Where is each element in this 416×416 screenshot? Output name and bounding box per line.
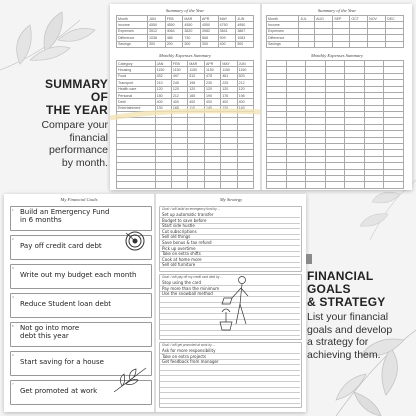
summary-cell: APR xyxy=(201,16,219,22)
goal-text-line: Start saving for a house xyxy=(20,358,104,366)
summary-cell: 1083 xyxy=(236,35,254,41)
goals-callout-body-line: goals and develop xyxy=(307,323,393,336)
expense-empty-cell xyxy=(267,182,287,188)
summary-cell: 300 xyxy=(148,41,166,47)
expense-row-label: Transport xyxy=(117,80,156,86)
summary-cell: 568 xyxy=(201,35,219,41)
summary-row-label: Expenses xyxy=(267,28,299,34)
summary-left-page xyxy=(110,4,260,190)
strategy-block-heading: Goal: I will pay off my credit card debt by ... xyxy=(162,275,223,279)
goals-callout-body xyxy=(307,311,415,361)
expense-empty-cell xyxy=(325,182,345,188)
expense-empty-cell xyxy=(384,182,404,188)
expense-row-label: Health care xyxy=(117,86,156,92)
goals-callout-title xyxy=(307,270,415,309)
summary-cell: 3982 xyxy=(201,28,219,34)
expense-cell: 212 xyxy=(237,80,253,86)
summary-cell: 3512 xyxy=(148,28,166,34)
summary-cell: 300 xyxy=(201,41,219,47)
expense-row-label: Entertainment xyxy=(117,105,156,111)
strategy-line[interactable]: Save bonus & tax refund xyxy=(162,240,212,245)
summary-row-label: Expenses xyxy=(117,28,148,34)
strategy-rule-line xyxy=(160,267,300,268)
expense-cell: 230 xyxy=(204,80,220,86)
summary-row-right xyxy=(267,41,404,47)
strategy-line[interactable]: Take on extra projects xyxy=(162,353,207,359)
summary-cell xyxy=(315,41,333,47)
expense-empty-cell xyxy=(188,182,205,188)
target-arrow-icon xyxy=(124,230,146,252)
goal-number: 7 xyxy=(12,382,14,386)
summary-callout-title-line-2: THE YEAR xyxy=(45,103,108,117)
expense-cell: 120 xyxy=(204,86,220,92)
summary-row-label: Savings xyxy=(117,41,148,47)
expense-header-label: Category xyxy=(117,60,156,66)
strategy-rule-line xyxy=(160,381,300,382)
goal-number: 3 xyxy=(12,266,14,270)
summary-callout-body xyxy=(30,119,108,169)
strategy-line[interactable]: Pick up overtime xyxy=(162,245,196,251)
strategy-line[interactable]: Stop using the card xyxy=(162,280,202,285)
summary-callout-title xyxy=(30,78,108,117)
goal-item[interactable] xyxy=(10,293,152,318)
summary-cell: SEP xyxy=(333,16,350,22)
expense-cell: 120 xyxy=(237,86,253,92)
goals-left-page xyxy=(4,194,154,412)
goal-item[interactable] xyxy=(10,206,152,231)
goal-text-line: Get promoted at work xyxy=(20,387,98,395)
leaf-sprig-icon xyxy=(112,366,148,394)
expense-empty-cell xyxy=(364,182,384,188)
expense-cell: 165 xyxy=(188,92,205,98)
goals-page-title: My Financial Goals xyxy=(60,197,98,202)
summary-cell: 3867 xyxy=(236,28,254,34)
strategy-line[interactable]: Use the snowball method xyxy=(162,291,213,297)
strategy-line[interactable]: Sell old furniture xyxy=(162,262,196,268)
summary-cell: MAY xyxy=(218,16,236,22)
summary-callout-body-line: by month. xyxy=(61,156,108,169)
summary-cell: JUL xyxy=(299,16,315,22)
expense-cell: 1150 xyxy=(155,67,171,73)
summary-row-label: Savings xyxy=(267,41,299,47)
expense-header-month: MAY xyxy=(221,60,237,66)
summary-callout-body-line: financial xyxy=(69,131,108,144)
summary-left-page-title: Summary of the Year xyxy=(165,8,205,13)
summary-cell: AUG xyxy=(315,16,333,22)
summary-row-label: Income xyxy=(117,22,148,28)
expense-header-month: JAN xyxy=(155,60,171,66)
expense-empty-cell xyxy=(286,182,306,188)
summary-row-label: Month xyxy=(117,16,148,22)
strategy-right-page xyxy=(156,194,306,412)
summary-year-table-right xyxy=(266,15,404,48)
goals-callout-title-line-2: & STRATEGY xyxy=(307,295,386,309)
goal-text xyxy=(20,242,102,250)
summary-cell: 3841 xyxy=(218,28,236,34)
summary-cell: 4750 xyxy=(218,22,236,28)
strategy-rule-line xyxy=(160,364,300,365)
strategy-line[interactable]: Pay more than the minimum xyxy=(162,285,220,291)
expenses-summary-title: Monthly Expenses Summary xyxy=(158,52,212,58)
expense-cell: 1150 xyxy=(188,67,205,73)
summary-year-table xyxy=(116,15,254,48)
goals-callout-body-line: achieving them. xyxy=(307,348,381,361)
strategy-rule-line xyxy=(160,398,300,399)
expense-cell: 120 xyxy=(171,86,187,92)
expense-empty-cell xyxy=(171,182,187,188)
summary-cell: JAN xyxy=(148,16,166,22)
summary-cell xyxy=(333,41,350,47)
goal-text-line: Build an Emergency Fund xyxy=(20,208,110,216)
expense-header-month: JUN xyxy=(237,60,253,66)
summary-row-label: Difference xyxy=(117,35,148,41)
summary-cell: 400 xyxy=(218,41,236,47)
expenses-summary-title-right: Monthly Expenses Summary xyxy=(310,52,364,58)
goals-callout xyxy=(307,270,415,361)
expense-row-label: Food xyxy=(117,73,156,79)
expenses-summary-table-right xyxy=(266,60,404,189)
summary-cell: 4550 xyxy=(183,22,201,28)
page-tab-marker[interactable] xyxy=(306,254,312,264)
strategy-block-heading: Goal: I will get promoted at work by ... xyxy=(162,343,216,347)
expense-empty-cell xyxy=(345,182,365,188)
summary-cell xyxy=(350,41,368,47)
summary-callout-body-line: performance xyxy=(49,144,108,156)
goal-number: 6 xyxy=(12,353,14,357)
goal-text xyxy=(20,387,97,395)
summary-row-label: Month xyxy=(267,16,299,22)
expense-empty-row xyxy=(117,182,254,188)
expense-cell: 225 xyxy=(221,80,237,86)
strategy-page-title: My Strategy xyxy=(219,197,243,202)
expense-cell: 190 xyxy=(204,92,220,98)
goal-text-line: debt this year xyxy=(20,332,69,340)
summary-cell: OCT xyxy=(350,16,368,22)
expense-empty-cell xyxy=(155,182,171,188)
strategy-line[interactable]: Sell old things xyxy=(162,234,191,240)
expense-row-label: Personal xyxy=(117,92,156,98)
summary-cell xyxy=(368,41,386,47)
summary-cell: 200 xyxy=(165,41,183,47)
goal-text-line: in 6 months xyxy=(20,216,62,224)
expense-cell: 198 xyxy=(237,92,253,98)
expense-cell: 503 xyxy=(237,73,253,79)
summary-cell: NOV xyxy=(368,16,386,22)
summary-callout-title-line-1: SUMMARY OF xyxy=(45,77,108,104)
summary-cell: 4550 xyxy=(201,22,219,28)
expense-empty-cell xyxy=(221,182,237,188)
expense-cell: 110 xyxy=(188,105,205,111)
expense-cell: 400 xyxy=(155,99,171,105)
goal-text-line: Pay off credit card debt xyxy=(20,242,102,250)
goals-notebook-spread xyxy=(4,194,306,412)
summary-cell xyxy=(386,41,404,47)
summary-row xyxy=(117,41,254,47)
strategy-line[interactable]: Budget to save before xyxy=(162,217,207,223)
expense-cell: 1150 xyxy=(237,67,253,73)
summary-cell: DEC xyxy=(386,16,404,22)
expense-cell: 145 xyxy=(204,105,220,111)
summary-cell: JUN xyxy=(236,16,254,22)
expense-row-label: Debt xyxy=(117,99,156,105)
goal-text xyxy=(20,358,104,366)
expense-cell: 1150 xyxy=(171,67,187,73)
expense-header-month: APR xyxy=(204,60,220,66)
goal-item[interactable] xyxy=(10,322,152,347)
person-watering-plant-illustration xyxy=(218,274,258,336)
summary-cell: FEB xyxy=(165,16,183,22)
goal-number: 4 xyxy=(12,295,14,299)
goals-callout-title-line-1: FINANCIAL GOALS xyxy=(307,269,374,296)
expense-cell: 512 xyxy=(188,73,205,79)
summary-cell: 300 xyxy=(183,41,201,47)
goal-number: 2 xyxy=(12,237,14,241)
goals-callout-body-line: List your financial xyxy=(307,311,389,323)
strategy-line[interactable]: Cut subscriptions xyxy=(162,228,197,234)
strategy-line[interactable]: Set up automatic transfer xyxy=(162,212,214,217)
expense-empty-cell xyxy=(204,182,220,188)
summary-cell: 500 xyxy=(236,41,254,47)
summary-right-page xyxy=(262,4,412,190)
expense-cell: 400 xyxy=(221,99,237,105)
expense-empty-row xyxy=(267,182,404,188)
expense-cell: 400 xyxy=(171,99,187,105)
expense-empty-cell xyxy=(237,182,253,188)
expense-cell: 400 xyxy=(204,99,220,105)
strategy-rule-line xyxy=(160,375,300,376)
summary-row-label: Income xyxy=(267,22,299,28)
expense-cell: 180 xyxy=(155,92,171,98)
expense-cell: 176 xyxy=(221,92,237,98)
strategy-line[interactable]: Ask for more responsibility xyxy=(162,348,216,353)
expense-cell: 461 xyxy=(221,73,237,79)
strategy-rule-line xyxy=(160,387,300,388)
goal-text xyxy=(20,324,79,340)
strategy-rule-line xyxy=(160,403,300,404)
expense-cell: 400 xyxy=(237,99,253,105)
expense-cell: 120 xyxy=(221,105,237,111)
goal-number: 1 xyxy=(12,208,14,212)
expense-cell: 140 xyxy=(237,105,253,111)
strategy-rule-line xyxy=(160,370,300,371)
expense-row-label: Housing xyxy=(117,67,156,73)
summary-cell: 730 xyxy=(183,35,201,41)
strategy-rule-line xyxy=(160,392,300,393)
strategy-line[interactable]: Cook at home more xyxy=(162,256,202,262)
expense-empty-cell xyxy=(117,182,156,188)
summary-cell: MAR xyxy=(183,16,201,22)
expense-cell: 478 xyxy=(204,73,220,79)
summary-cell: 4550 xyxy=(148,22,166,28)
summary-row-label: Difference xyxy=(267,35,299,41)
summary-cell xyxy=(299,41,315,47)
goal-item[interactable] xyxy=(10,264,152,289)
expense-cell: 245 xyxy=(171,80,187,86)
summary-cell: 909 xyxy=(218,35,236,41)
summary-cell: 4950 xyxy=(236,22,254,28)
expense-cell: 130 xyxy=(155,105,171,111)
expense-cell: 120 xyxy=(188,86,205,92)
expense-empty-cell xyxy=(306,182,326,188)
highlighter-streak-decoration xyxy=(110,100,260,126)
goal-text-line: Reduce Student loan debt xyxy=(20,300,112,308)
summary-cell: 1038 xyxy=(148,35,166,41)
expense-cell: 165 xyxy=(171,105,187,111)
expense-cell: 198 xyxy=(188,80,205,86)
strategy-line[interactable]: Take on extra shifts xyxy=(162,251,201,257)
expense-header-month: FEB xyxy=(171,60,187,66)
summary-cell: 486 xyxy=(165,35,183,41)
expense-cell: 400 xyxy=(188,99,205,105)
expense-cell: 120 xyxy=(155,86,171,92)
summary-callout xyxy=(30,78,108,169)
strategy-line[interactable]: Start side hustle xyxy=(162,223,195,229)
goals-callout-body-line: a strategy for xyxy=(307,336,369,348)
expense-cell: 1150 xyxy=(221,67,237,73)
goal-number: 5 xyxy=(12,324,14,328)
expense-cell: 497 xyxy=(171,73,187,79)
goal-text-line: Not go into more xyxy=(20,324,80,332)
summary-cell: 4550 xyxy=(165,22,183,28)
summary-cell: 3820 xyxy=(183,28,201,34)
expense-cell: 120 xyxy=(221,86,237,92)
expense-cell: 212 xyxy=(171,92,187,98)
expense-cell: 452 xyxy=(155,73,171,79)
strategy-line[interactable]: Get feedback from manager xyxy=(162,359,219,365)
summary-notebook-spread xyxy=(110,4,412,190)
summary-right-page-title: Summary of the Year xyxy=(317,8,357,13)
goal-text xyxy=(20,208,109,224)
goal-text xyxy=(20,271,136,279)
expense-cell: 210 xyxy=(155,80,171,86)
expense-header-month: MAR xyxy=(188,60,205,66)
goal-text xyxy=(20,300,111,308)
summary-callout-body-line: Compare your xyxy=(41,119,108,131)
strategy-block-heading: Goal: I will build an emergency fund by ... xyxy=(162,207,221,211)
expense-cell: 1150 xyxy=(204,67,220,73)
summary-cell: 4064 xyxy=(165,28,183,34)
goal-text-line: Write out my budget each month xyxy=(20,271,137,279)
